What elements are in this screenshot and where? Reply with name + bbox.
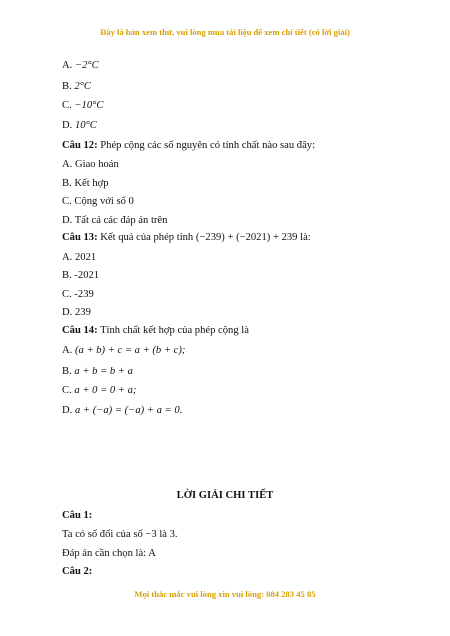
option-value: -239	[74, 289, 94, 300]
solutions-title: LỜI GIẢI CHI TIẾT	[176, 490, 274, 501]
option-label: D.	[62, 215, 73, 226]
q14-stem	[62, 325, 249, 336]
q13-stem	[62, 232, 311, 243]
q14-option-b	[62, 366, 133, 377]
question-number: Câu 12:	[62, 140, 98, 151]
q13-option-d	[62, 307, 91, 318]
option-label: D.	[62, 120, 73, 131]
option-label: A.	[62, 252, 73, 263]
q12-option-c	[62, 196, 134, 207]
question-text: Phép cộng các số nguyên có tính chất nào sau đây:	[100, 140, 316, 151]
option-value: Tất cả các đáp án trên	[74, 215, 168, 226]
option-label: B.	[62, 270, 72, 281]
q11-option-b	[62, 81, 91, 92]
solution-1-line-1: Ta có số đối của số −3 là 3.	[62, 529, 178, 540]
q12-option-d	[62, 215, 167, 226]
q14-option-c	[62, 385, 136, 396]
option-value: a + (−a) = (−a) + a = 0.	[74, 405, 183, 416]
option-value: 239	[74, 307, 91, 318]
option-value: (a + b) + c = a + (b + c);	[74, 345, 186, 356]
option-value: Giao hoán	[74, 159, 119, 170]
option-value: a + 0 = 0 + a;	[74, 385, 137, 396]
q13-option-c	[62, 289, 94, 300]
q13-option-a	[62, 252, 96, 263]
question-number: Câu 14:	[62, 325, 98, 336]
option-value: 2°C	[74, 81, 91, 92]
q12-stem	[62, 140, 315, 151]
option-label: B.	[62, 81, 72, 92]
q11-option-a	[62, 60, 99, 71]
option-value: a + b = b + a	[74, 366, 133, 377]
option-label: B.	[62, 178, 72, 189]
solution-2-label: Câu 2:	[62, 566, 93, 577]
option-label: C.	[62, 385, 72, 396]
option-label: D.	[62, 307, 73, 318]
q11-option-d	[62, 120, 97, 131]
option-value: 10°C	[74, 120, 97, 131]
question-number: Câu 13:	[62, 232, 98, 243]
option-label: C.	[62, 289, 72, 300]
math-expression: (−239) + (−2021) + 239	[195, 232, 298, 243]
option-label: C.	[62, 196, 72, 207]
header-notice: Đây là bản xem thử, vui lòng mua tài liệu để xem chi tiết (có lời giải)	[100, 27, 350, 37]
option-value: Kết hợp	[74, 178, 109, 189]
option-value: −10°C	[74, 100, 104, 111]
q14-option-d	[62, 405, 182, 416]
solution-1-label: Câu 1:	[62, 510, 93, 521]
option-label: A.	[62, 345, 73, 356]
q11-option-c	[62, 100, 103, 111]
option-label: D.	[62, 405, 73, 416]
footer-notice: Mọi thắc mắc vui lòng xin vui lòng: 084 283 45 85	[134, 589, 316, 599]
option-label: B.	[62, 366, 72, 377]
q13-option-b	[62, 270, 99, 281]
q14-option-a	[62, 345, 185, 356]
question-text: Kết quả của phép tính	[100, 232, 194, 243]
option-label: A.	[62, 159, 73, 170]
question-text-end: là:	[300, 232, 311, 243]
q12-option-a	[62, 159, 119, 170]
option-label: A.	[62, 60, 73, 71]
option-value: −2°C	[74, 60, 99, 71]
solution-1-line-2: Đáp án cần chọn là: A	[62, 548, 156, 559]
option-label: C.	[62, 100, 72, 111]
option-value: 2021	[74, 252, 97, 263]
question-text: Tính chất kết hợp của phép cộng là	[100, 325, 249, 336]
option-value: -2021	[74, 270, 100, 281]
option-value: Cộng với số 0	[74, 196, 134, 207]
q12-option-b	[62, 178, 109, 189]
